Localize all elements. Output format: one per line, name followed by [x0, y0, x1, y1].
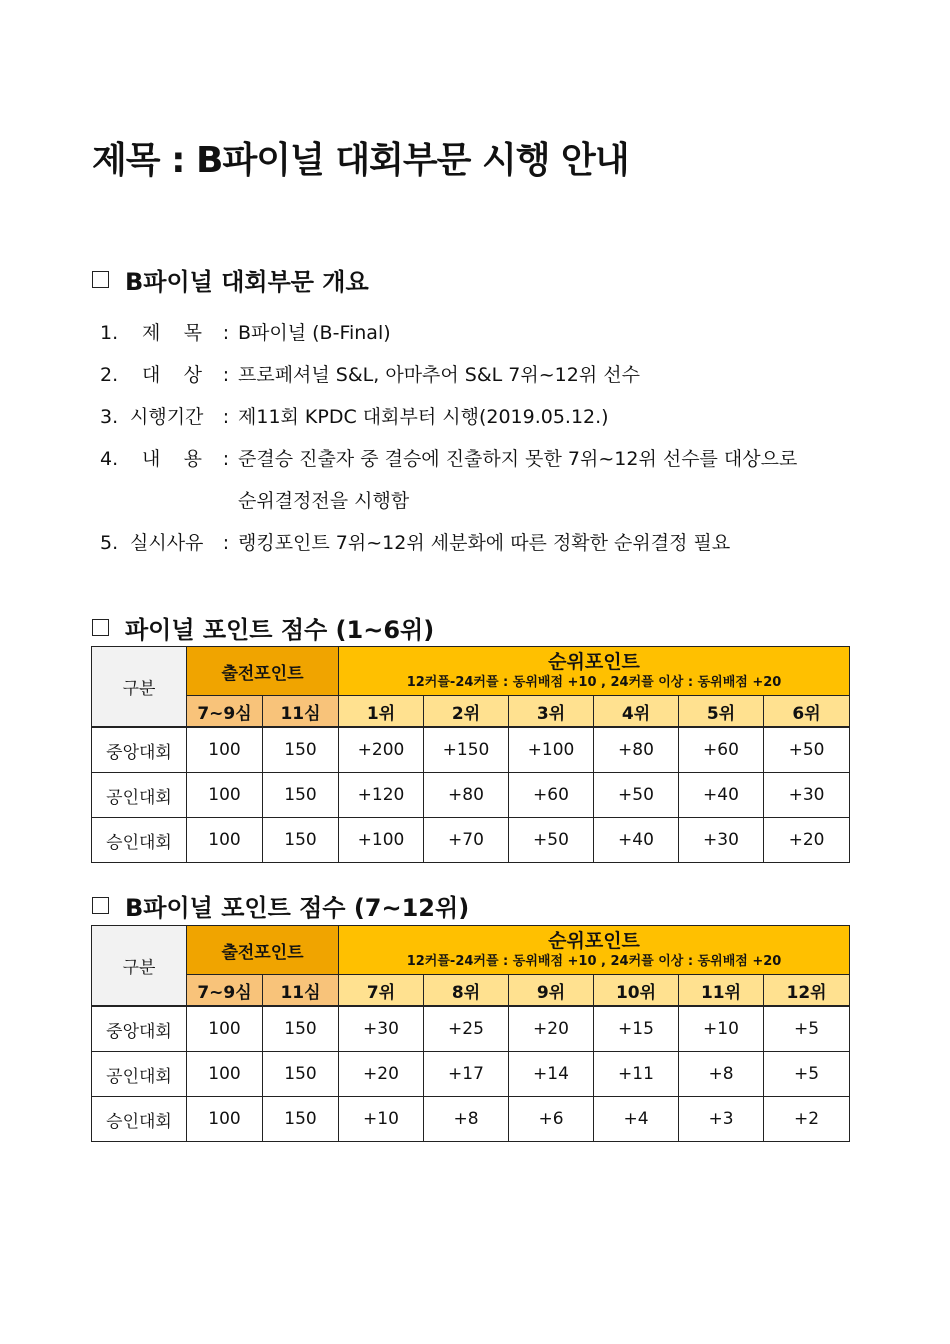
table-cell: 100	[187, 1006, 263, 1052]
entry-points-header: 출전포인트	[187, 926, 339, 975]
item-number: 4.	[100, 448, 119, 470]
item-label: 제 목	[142, 322, 202, 344]
entry-points-header: 출전포인트	[187, 647, 339, 696]
table-cell: +5	[764, 1052, 850, 1097]
table-cell: +100	[509, 727, 594, 773]
table-cell: +60	[509, 773, 594, 818]
table-row	[92, 1006, 850, 1052]
table-row	[92, 1052, 850, 1097]
table-cell: 100	[187, 818, 263, 863]
table-cell: +15	[594, 1006, 679, 1052]
table-cell: 100	[187, 773, 263, 818]
item-number: 3.	[100, 406, 119, 428]
b-final-points-table	[91, 925, 850, 1142]
item-colon: :	[222, 364, 230, 386]
table-cell: +20	[339, 1052, 424, 1097]
item-number: 1.	[100, 322, 119, 344]
rank-col-header: 4위	[594, 696, 679, 728]
table-cell: +150	[424, 727, 509, 773]
table-cell: 150	[263, 818, 339, 863]
table-cell: +70	[424, 818, 509, 863]
table-cell: +10	[339, 1097, 424, 1142]
item-colon: :	[222, 448, 230, 470]
table-cell: +100	[339, 818, 424, 863]
table-cell: +8	[679, 1052, 764, 1097]
table-cell: +11	[594, 1052, 679, 1097]
table-row	[92, 1097, 850, 1142]
row-category: 승인대회	[92, 1097, 187, 1142]
rank-col-header: 8위	[424, 975, 509, 1007]
table-cell: +40	[679, 773, 764, 818]
item-colon: :	[222, 322, 230, 344]
b-final-points-heading	[92, 888, 469, 923]
table-cell: +30	[339, 1006, 424, 1052]
table-cell: +6	[509, 1097, 594, 1142]
table-row	[92, 773, 850, 818]
entry-col-header: 7~9심	[187, 975, 263, 1007]
checkbox-icon	[92, 271, 109, 288]
table-cell: +5	[764, 1006, 850, 1052]
rank-col-header: 2위	[424, 696, 509, 728]
table-cell: +80	[594, 727, 679, 773]
page-title: 제목 : B파이널 대회부문 시행 안내	[92, 140, 629, 181]
entry-col-header: 7~9심	[187, 696, 263, 728]
table-cell: 150	[263, 1052, 339, 1097]
rank-points-header	[339, 647, 850, 696]
final-points-heading	[92, 610, 434, 645]
table-cell: +3	[679, 1097, 764, 1142]
entry-col-header: 11심	[263, 975, 339, 1007]
item-value: 랭킹포인트 7위~12위 세분화에 따른 정확한 순위결정 필요	[238, 532, 731, 554]
table-cell: +50	[764, 727, 850, 773]
table-cell: +2	[764, 1097, 850, 1142]
table-cell: +8	[424, 1097, 509, 1142]
rank-col-header: 6위	[764, 696, 850, 728]
rank-col-header: 9위	[509, 975, 594, 1007]
table-cell: +20	[764, 818, 850, 863]
table-row	[92, 818, 850, 863]
item-label: 실시사유	[130, 532, 204, 554]
table-cell: 100	[187, 727, 263, 773]
item-value-continued: 순위결정전을 시행함	[238, 490, 410, 512]
item-value: 제11회 KPDC 대회부터 시행(2019.05.12.)	[238, 406, 609, 428]
final-points-heading-text: 파이널 포인트 점수 (1~6위)	[125, 616, 435, 644]
table-cell: +40	[594, 818, 679, 863]
table-cell: +17	[424, 1052, 509, 1097]
rank-points-title: 순위포인트	[548, 930, 640, 952]
category-header: 구분	[92, 647, 187, 728]
table-cell: 100	[187, 1052, 263, 1097]
table-cell: 100	[187, 1097, 263, 1142]
table-cell: +20	[509, 1006, 594, 1052]
overview-item-target	[100, 354, 880, 396]
rank-points-title: 순위포인트	[548, 651, 640, 673]
overview-item-reason	[100, 522, 880, 564]
row-category: 공인대회	[92, 773, 187, 818]
table-cell: +120	[339, 773, 424, 818]
rank-col-header: 11위	[679, 975, 764, 1007]
table-cell: +30	[764, 773, 850, 818]
item-value: B파이널 (B-Final)	[238, 322, 391, 344]
overview-item-content-continued	[100, 480, 880, 522]
row-category: 중앙대회	[92, 727, 187, 773]
table-cell: 150	[263, 1006, 339, 1052]
item-number: 2.	[100, 364, 119, 386]
checkbox-icon	[92, 897, 109, 914]
item-colon: :	[222, 532, 230, 554]
item-number: 5.	[100, 532, 119, 554]
rank-points-header	[339, 926, 850, 975]
item-label: 대 상	[142, 364, 202, 386]
table-cell: +30	[679, 818, 764, 863]
rank-col-header: 3위	[509, 696, 594, 728]
b-final-points-heading-text: B파이널 포인트 점수 (7~12위)	[125, 894, 470, 922]
table-cell: +60	[679, 727, 764, 773]
table-cell: +25	[424, 1006, 509, 1052]
overview-heading	[92, 262, 369, 297]
table-cell: 150	[263, 773, 339, 818]
table-cell: +10	[679, 1006, 764, 1052]
overview-list	[100, 312, 880, 564]
table-cell: +50	[594, 773, 679, 818]
item-value: 준결승 진출자 중 결승에 진출하지 못한 7위~12위 선수를 대상으로	[238, 448, 798, 470]
final-points-table	[91, 646, 850, 863]
rank-col-header: 12위	[764, 975, 850, 1007]
rank-points-note: 12커플-24커플 : 동위배점 +10 , 24커플 이상 : 동위배점 +20	[406, 954, 782, 969]
item-label: 시행기간	[130, 406, 204, 428]
rank-col-header: 7위	[339, 975, 424, 1007]
table-cell: +14	[509, 1052, 594, 1097]
item-colon: :	[222, 406, 230, 428]
row-category: 중앙대회	[92, 1006, 187, 1052]
rank-points-note: 12커플-24커플 : 동위배점 +10 , 24커플 이상 : 동위배점 +20	[406, 675, 782, 690]
rank-col-header: 10위	[594, 975, 679, 1007]
table-cell: +4	[594, 1097, 679, 1142]
table-cell: +200	[339, 727, 424, 773]
entry-col-header: 11심	[263, 696, 339, 728]
rank-col-header: 5위	[679, 696, 764, 728]
category-header: 구분	[92, 926, 187, 1007]
overview-heading-text: B파이널 대회부문 개요	[125, 268, 369, 296]
table-cell: +50	[509, 818, 594, 863]
checkbox-icon	[92, 619, 109, 636]
row-category: 공인대회	[92, 1052, 187, 1097]
overview-item-subject	[100, 312, 880, 354]
table-cell: 150	[263, 727, 339, 773]
overview-item-period	[100, 396, 880, 438]
table-cell: +80	[424, 773, 509, 818]
row-category: 승인대회	[92, 818, 187, 863]
table-row	[92, 727, 850, 773]
table-cell: 150	[263, 1097, 339, 1142]
item-value: 프로페셔널 S&L, 아마추어 S&L 7위~12위 선수	[238, 364, 640, 386]
rank-col-header: 1위	[339, 696, 424, 728]
item-label: 내 용	[142, 448, 202, 470]
overview-item-content	[100, 438, 880, 480]
